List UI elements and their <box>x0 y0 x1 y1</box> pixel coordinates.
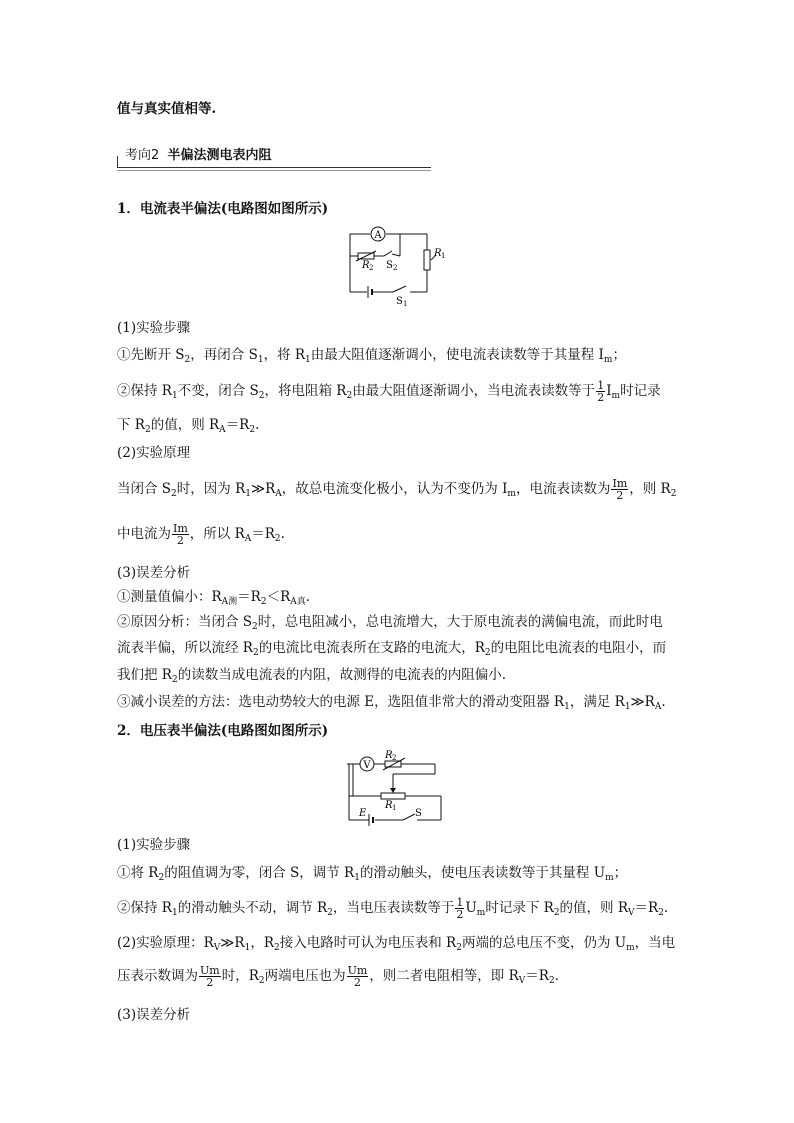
p1-error-heading: (3)误差分析 <box>117 565 191 581</box>
battery-icon <box>368 286 372 298</box>
part2-heading: 2．电压表半偏法(电路图如图所示) <box>117 723 329 739</box>
ammeter-label: A <box>374 230 382 241</box>
p1-principle-heading: (2)实验原理 <box>117 445 191 461</box>
rheostat-r1 <box>381 793 405 799</box>
svg-text:1: 1 <box>392 804 397 812</box>
p1-error2b: 流表半偏，所以流经 $R_2$的电流比电流表所在支路的电流大，$R_2$的电阻比电流表的电阻小，而 <box>117 640 667 658</box>
p1-principle1: 当闭合 $S_2$时，因为 $R_1≫R_A$，故总电流变化极小，认为不变仍为 $I_m$，电流表读数为 $\frac{Im}{2}$ ，则 $R_2$ <box>117 477 677 502</box>
svg-text:R: R <box>385 750 393 761</box>
ammeter-half-deflection-circuit <box>340 222 450 308</box>
p2-step1: ①将 $R_2$的阻值调为零，闭合 S，调节 $R_1$的滑动触头，使电压表读数等于其量程 $U_m$； <box>117 865 628 883</box>
svg-text:1: 1 <box>403 300 408 308</box>
fraction-um-half-2: $\frac{Um}{2}$ <box>347 964 368 989</box>
voltmeter-half-deflection-circuit <box>345 750 450 828</box>
battery-icon <box>369 814 373 826</box>
fraction-im-half-2: $\frac{Im}{2}$ <box>173 522 188 547</box>
fraction-one-half-u: $\frac{1}{2}$ <box>456 896 464 921</box>
svg-text:E: E <box>359 808 367 819</box>
p1-error3: ③减小误差的方法：选电动势较大的电源 E，选阻值非常大的滑动变阻器 $R_1$，满足 $R_1≫R_A$. <box>117 694 666 712</box>
p1-principle2: 中电流为 $\frac{Im}{2}$ ，所以 $R_A=R_2$. <box>117 522 285 547</box>
p2-principle1: (2)实验原理：$R_V≫R_1$，$R_2$接入电路时可认为电压表和 $R_2$两端的总电压不变，仍为 $U_m$，当电 <box>117 935 676 953</box>
svg-text:R: R <box>385 800 393 811</box>
voltmeter-label: V <box>363 760 371 771</box>
p1-error2a: ②原因分析：当闭合 $S_2$时，总电阻减小，总电流增大，大于原电流表的满偏电流，而此时电 <box>117 614 663 632</box>
svg-text:S: S <box>415 808 422 819</box>
p1-step2: ②保持 $R_1$不变，闭合 $S_2$，将电阻箱 $R_2$由最大阻值逐渐调小，当电流表读数等于 $\frac{1}{2}$ $I_m$时记录 <box>117 379 661 404</box>
svg-text:2: 2 <box>393 264 398 272</box>
fraction-one-half: $\frac{1}{2}$ <box>597 379 605 404</box>
svg-text:S: S <box>386 260 393 271</box>
p2-principle2: 压表示数调为 $\frac{Um}{2}$ 时，$R_2$两端电压也为 $\frac{Um}{2}$ ，则二者电阻相等，即 $R_V=R_2$. <box>117 964 559 989</box>
p2-steps-heading: (1)实验步骤 <box>117 837 191 853</box>
p2-error-heading: (3)误差分析 <box>117 1007 191 1023</box>
p2-step2: ②保持 $R_1$的滑动触头不动，调节 $R_2$，当电压表读数等于 $\frac{1}{2}$ $U_m$时记录下 $R_2$的值，则 $R_V=R_2$. <box>117 896 669 921</box>
resistor-r1 <box>424 250 430 270</box>
p1-step1: ①先断开 $S_2$，再闭合 $S_1$，将 $R_1$由最大阻值逐渐调小，使电流表读数等于其量程 $I_m$； <box>117 347 626 365</box>
p1-error1: ①测量值偏小：$R_{A测}=R_2<R_{A真}$. <box>117 589 311 607</box>
section-header <box>117 146 431 168</box>
svg-text:1: 1 <box>441 252 446 260</box>
svg-text:R: R <box>434 248 442 259</box>
slider-arrow <box>390 788 396 793</box>
section-rule <box>117 167 431 168</box>
section-title: 考向2 半偏法测电表内阻 <box>125 148 272 163</box>
svg-text:S: S <box>396 296 403 307</box>
header-line: 值与真实值相等. <box>117 101 217 117</box>
fraction-um-half: $\frac{Um}{2}$ <box>200 964 220 989</box>
p1-steps-heading: (1)实验步骤 <box>117 320 191 336</box>
svg-text:R: R <box>362 260 370 271</box>
p1-error2c: 我们把 $R_2$的读数当成电流表的内阻，故测得的电流表的内阻偏小. <box>117 667 506 685</box>
fraction-im-half: $\frac{Im}{2}$ <box>612 477 628 502</box>
p1-step2b: 下 $R_2$的值，则 $R_A=R_2$. <box>117 417 260 435</box>
svg-text:2: 2 <box>369 264 374 272</box>
part1-heading: 1．电流表半偏法(电路图如图所示) <box>117 201 329 217</box>
svg-text:2: 2 <box>392 754 397 762</box>
section-rule-under <box>117 170 431 171</box>
